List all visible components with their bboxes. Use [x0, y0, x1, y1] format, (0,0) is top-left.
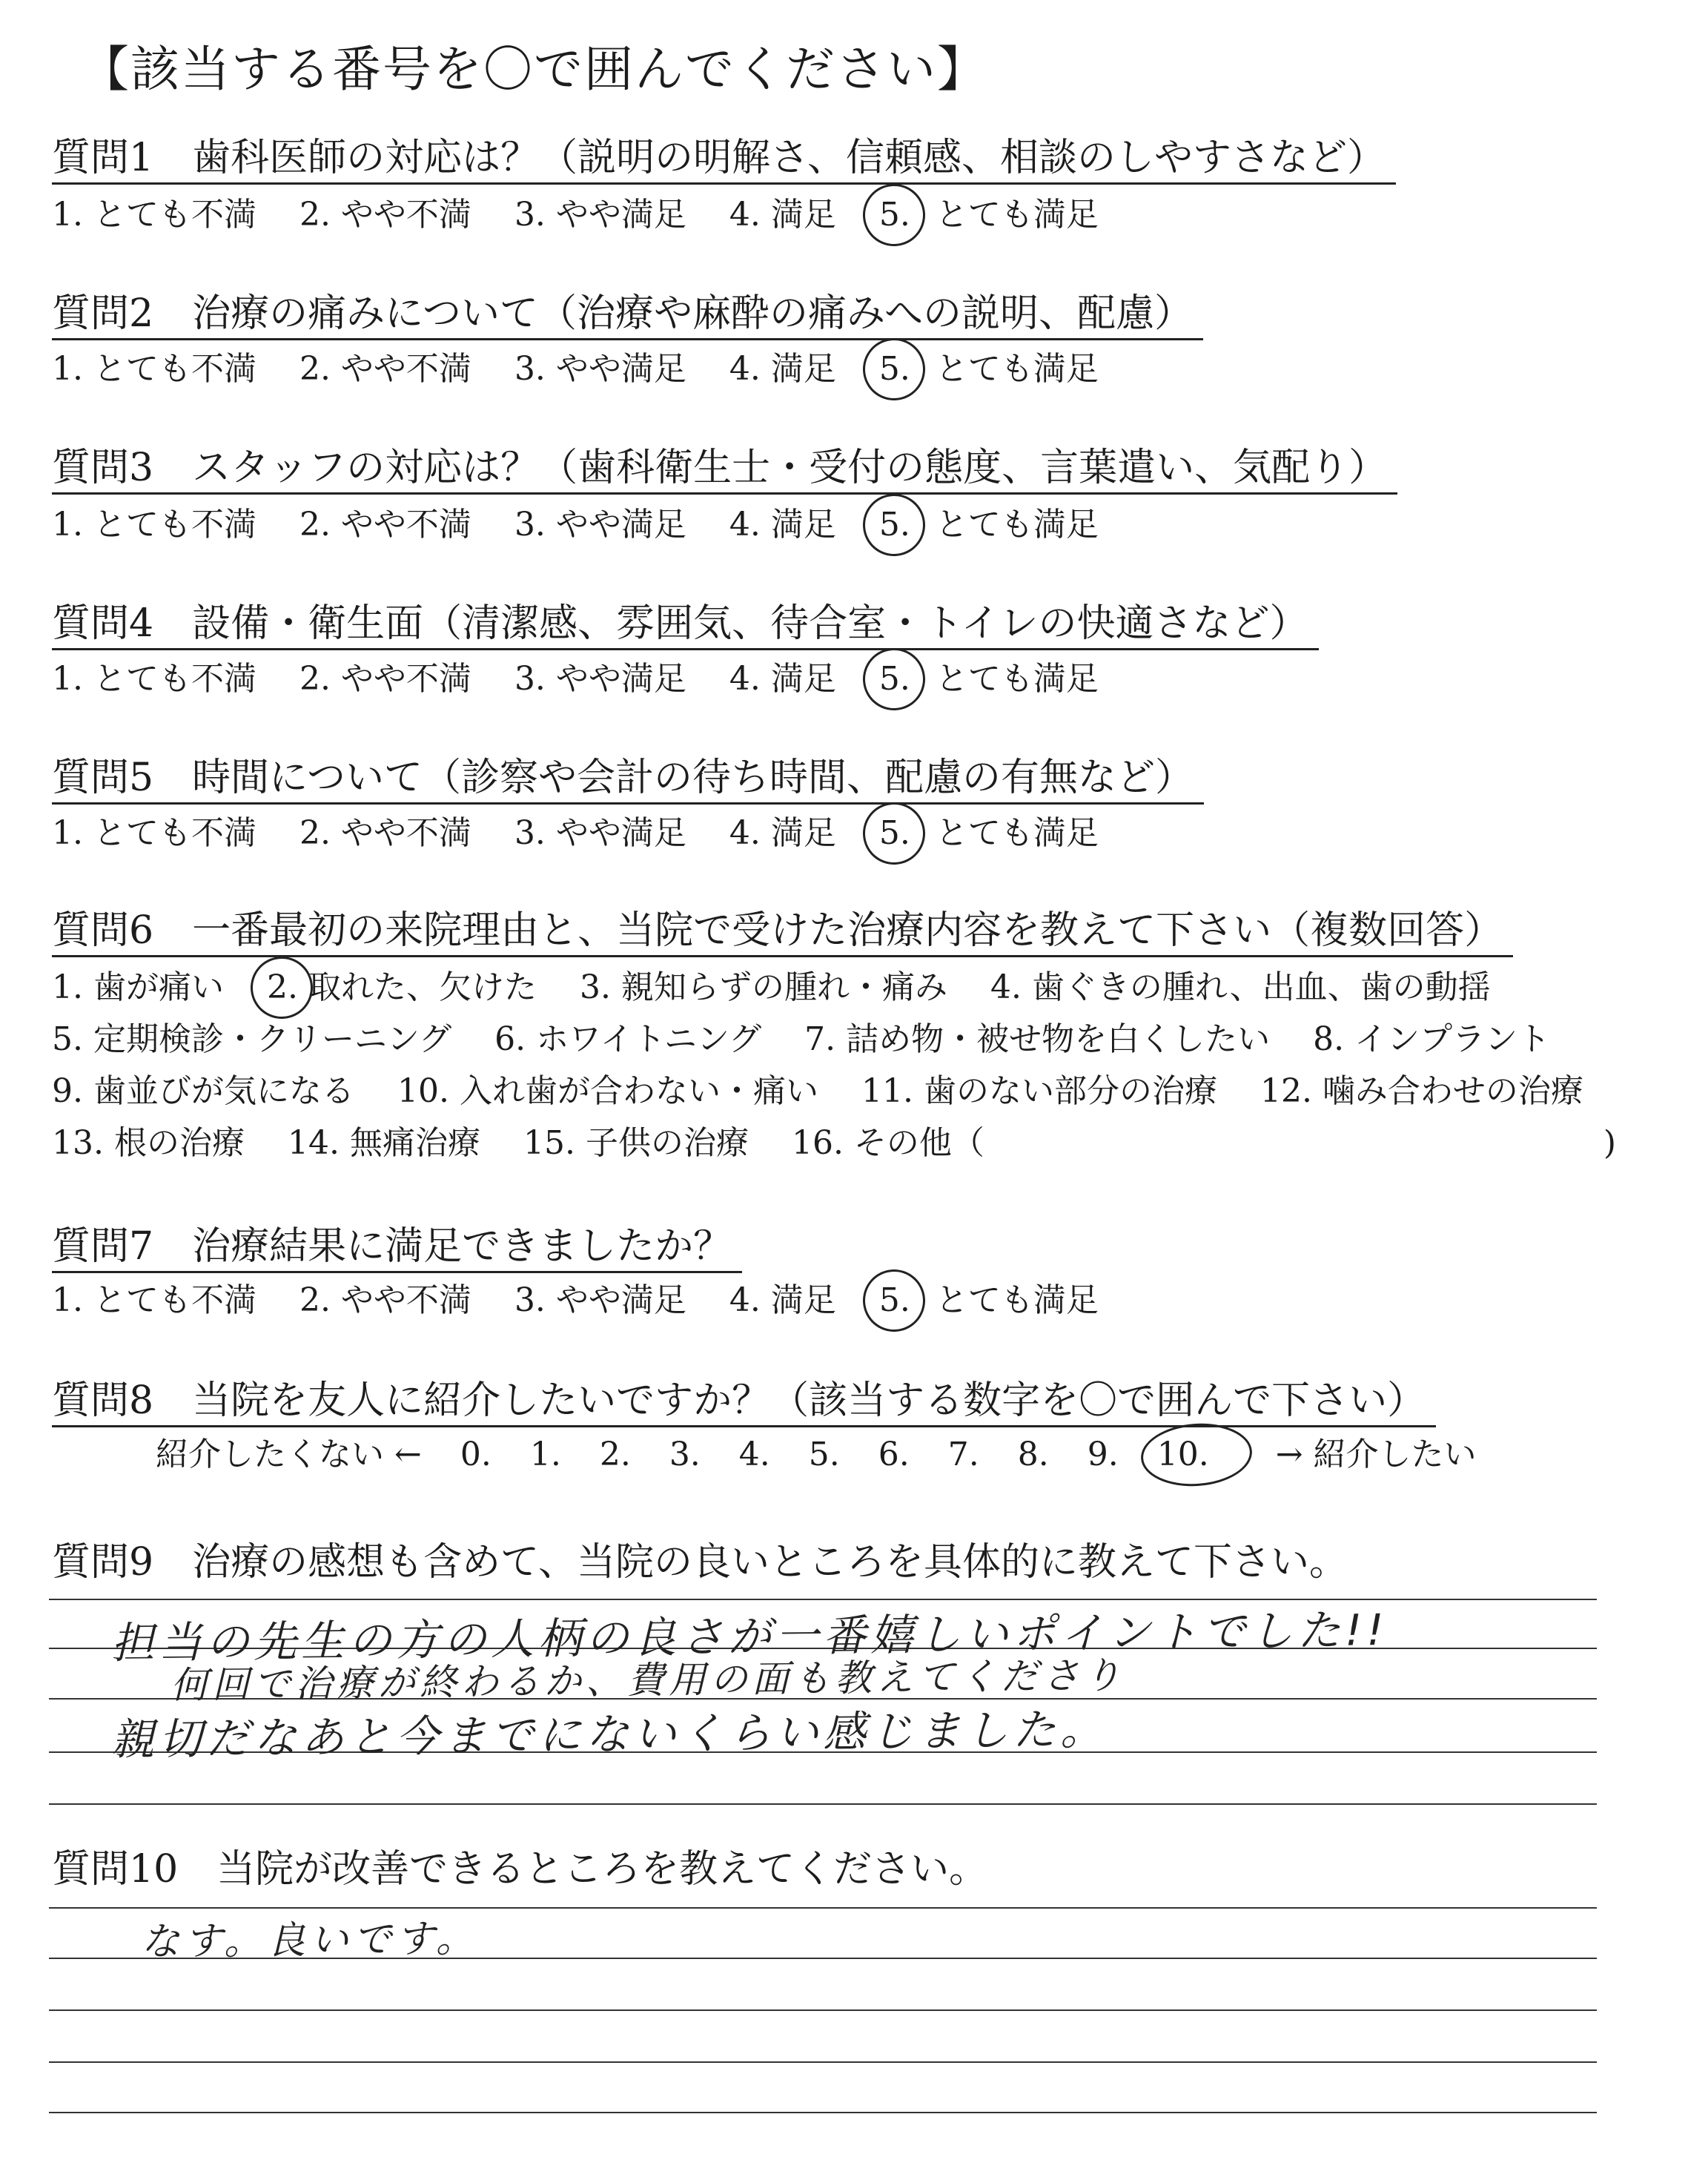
q6-row-1	[52, 967, 1523, 1008]
q6-option-1[interactable]: 歯が痛い	[93, 968, 224, 1006]
selection-circle	[1139, 1420, 1254, 1490]
q6-num: 10.	[397, 1072, 449, 1110]
q10-handwritten-line-1: なす。良いです。	[140, 1916, 480, 1965]
q6-num: 15.	[523, 1124, 575, 1162]
scale-5[interactable]: 5.	[808, 1436, 840, 1473]
q9-handwritten-line-1: 担当の先生の方の人柄の良さが一番嬉しいポイントでした!!	[110, 1604, 1388, 1669]
scale-9[interactable]: 9.	[1087, 1436, 1119, 1473]
selection-circle	[861, 1267, 927, 1334]
question-10-label: 質問10 当院が改善できるところを教えてください。	[52, 1847, 988, 1892]
scale-7[interactable]: 7.	[947, 1436, 979, 1473]
question-2-label: 質問2 治療の痛みについて（治療や麻酔の痛みへの説明、配慮）	[52, 289, 1203, 340]
q6-option-16-other[interactable]: その他（	[853, 1124, 984, 1162]
answer-line	[49, 2009, 1597, 2011]
option-3[interactable]: 3. やや満足	[514, 506, 686, 544]
selection-circle	[861, 492, 927, 558]
scale-2[interactable]: 2.	[599, 1436, 631, 1473]
option-5-label: とても満足	[935, 350, 1099, 388]
option-4[interactable]: 4. 満足	[729, 350, 836, 388]
scale-right-label: → 紹介したい	[1275, 1436, 1477, 1473]
q6-row-2	[52, 1019, 1583, 1060]
scale-3[interactable]: 3.	[669, 1436, 701, 1473]
selection-circle	[861, 336, 927, 403]
q9-handwritten-line-3: 親切だなあと今までにないくらい感じました。	[110, 1703, 1108, 1766]
scale-4[interactable]: 4.	[738, 1436, 770, 1473]
option-1[interactable]: 1. とても不満	[52, 1281, 256, 1319]
q6-num: 16.	[791, 1124, 844, 1162]
option-4[interactable]: 4. 満足	[729, 660, 836, 698]
scale-0[interactable]: 0.	[460, 1436, 491, 1473]
question-2-options	[52, 349, 1131, 390]
option-5-label: とても満足	[935, 660, 1099, 698]
answer-line	[49, 2061, 1597, 2063]
option-5-label: とても満足	[935, 196, 1099, 234]
q6-num: 1.	[52, 968, 83, 1006]
q6-option-6[interactable]: ホワイトニング	[536, 1020, 762, 1058]
other-close-paren: )	[1603, 1124, 1616, 1162]
q6-option-5[interactable]: 定期検診・クリーニング	[93, 1020, 452, 1058]
answer-line	[49, 2112, 1597, 2113]
q6-num: 13.	[52, 1124, 104, 1162]
option-1[interactable]: 1. とても不満	[52, 196, 256, 234]
answer-line	[49, 1803, 1597, 1805]
selection-circle	[248, 954, 315, 1021]
q9-handwritten-line-2: 何回で治療が終わるか、費用の面も教えてくださり	[170, 1654, 1126, 1707]
option-2[interactable]: 2. やや不満	[299, 814, 471, 852]
option-2[interactable]: 2. やや不満	[299, 350, 471, 388]
q6-num: 4.	[990, 968, 1022, 1006]
option-5-selected[interactable]: 5.	[879, 349, 910, 390]
question-8-label: 質問8 当院を友人に紹介したいですか？（該当する数字を〇で囲んで下さい）	[52, 1376, 1436, 1427]
option-2[interactable]: 2. やや不満	[299, 1281, 471, 1319]
q6-option-12[interactable]: 噛み合わせの治療	[1322, 1072, 1583, 1110]
option-4[interactable]: 4. 満足	[729, 506, 836, 544]
q6-num: 3.	[579, 968, 611, 1006]
question-3-label: 質問3 スタッフの対応は？（歯科衛生士・受付の態度、言葉遣い、気配り）	[52, 443, 1397, 495]
question-4-label: 質問4 設備・衛生面（清潔感、雰囲気、待合室・トイレの快適さなど）	[52, 599, 1319, 650]
option-5-label: とても満足	[935, 814, 1099, 852]
option-1[interactable]: 1. とても不満	[52, 814, 256, 852]
q6-option-7[interactable]: 詰め物・被せ物を白くしたい	[846, 1020, 1271, 1058]
question-3-options	[52, 504, 1131, 546]
option-5-label: とても満足	[935, 506, 1099, 544]
selection-circle	[861, 646, 927, 713]
option-4[interactable]: 4. 満足	[729, 196, 836, 234]
q6-option-10[interactable]: 入れ歯が合わない・痛い	[459, 1072, 818, 1110]
option-4[interactable]: 4. 満足	[729, 1281, 836, 1319]
q6-option-8[interactable]: インプラント	[1354, 1020, 1551, 1058]
q6-row-4	[52, 1123, 1616, 1164]
option-3[interactable]: 3. やや満足	[514, 660, 686, 698]
q6-option-2-selected[interactable]: 2.	[267, 967, 298, 1008]
option-2[interactable]: 2. やや不満	[299, 506, 471, 544]
scale-10-selected[interactable]: 10.	[1157, 1434, 1237, 1476]
option-1[interactable]: 1. とても不満	[52, 350, 256, 388]
q6-option-3[interactable]: 親知らずの腫れ・痛み	[620, 968, 947, 1006]
option-3[interactable]: 3. やや満足	[514, 814, 686, 852]
scale-6[interactable]: 6.	[878, 1436, 910, 1473]
q6-option-4[interactable]: 歯ぐきの腫れ、出血、歯の動揺	[1031, 968, 1491, 1006]
q6-num: 11.	[861, 1072, 913, 1110]
question-9-label: 質問9 治療の感想も含めて、当院の良いところを具体的に教えて下さい。	[52, 1540, 1348, 1585]
selection-circle	[861, 800, 927, 867]
q6-option-11[interactable]: 歯のない部分の治療	[923, 1072, 1217, 1110]
question-5-options	[52, 813, 1131, 854]
q6-num: 5.	[52, 1020, 83, 1058]
question-1-options	[52, 194, 1131, 236]
option-3[interactable]: 3. やや満足	[514, 196, 686, 234]
option-1[interactable]: 1. とても不満	[52, 506, 256, 544]
q6-option-13[interactable]: 根の治療	[113, 1124, 245, 1162]
q6-num: 12.	[1260, 1072, 1312, 1110]
selection-circle	[861, 182, 927, 248]
recommend-scale	[156, 1434, 1505, 1476]
q6-num: 9.	[52, 1072, 83, 1110]
question-1-label: 質問1 歯科医師の対応は？（説明の明解さ、信頼感、相談のしやすさなど）	[52, 133, 1396, 185]
question-4-options	[52, 658, 1131, 700]
option-3[interactable]: 3. やや満足	[514, 1281, 686, 1319]
option-5-selected[interactable]: 5.	[879, 658, 910, 700]
option-3[interactable]: 3. やや満足	[514, 350, 686, 388]
q6-num: 6.	[494, 1020, 526, 1058]
scale-left-label: 紹介したくない ←	[156, 1436, 422, 1473]
scale-8[interactable]: 8.	[1017, 1436, 1049, 1473]
option-1[interactable]: 1. とても不満	[52, 660, 256, 698]
question-6-label: 質問6 一番最初の来院理由と、当院で受けた治療内容を教えて下さい（複数回答）	[52, 906, 1513, 957]
q6-num: 8.	[1313, 1020, 1345, 1058]
question-7-label: 質問7 治療結果に満足できましたか？	[52, 1222, 742, 1273]
option-4[interactable]: 4. 満足	[729, 814, 836, 852]
option-5-selected[interactable]: 5.	[879, 504, 910, 546]
question-5-label: 質問5 時間について（診察や会計の待ち時間、配慮の有無など）	[52, 753, 1204, 805]
q6-option-14[interactable]: 無痛治療	[349, 1124, 480, 1162]
option-5-label: とても満足	[935, 1281, 1099, 1319]
q6-num: 14.	[287, 1124, 340, 1162]
option-2[interactable]: 2. やや不満	[299, 196, 471, 234]
option-5-selected[interactable]: 5.	[879, 813, 910, 854]
option-5-selected[interactable]: 5.	[879, 194, 910, 236]
question-7-options	[52, 1280, 1131, 1321]
q6-num: 7.	[804, 1020, 836, 1058]
q6-option-15[interactable]: 子供の治療	[585, 1124, 749, 1162]
q6-option-9[interactable]: 歯並びが気になる	[93, 1072, 354, 1110]
q6-row-3	[52, 1071, 1616, 1112]
option-5-selected[interactable]: 5.	[879, 1280, 910, 1321]
q6-option-2[interactable]: 取れた、欠けた	[308, 968, 537, 1006]
option-2[interactable]: 2. やや不満	[299, 660, 471, 698]
page-title: 【該当する番号を〇で囲んでください】	[80, 41, 987, 98]
scale-1[interactable]: 1.	[529, 1436, 561, 1473]
